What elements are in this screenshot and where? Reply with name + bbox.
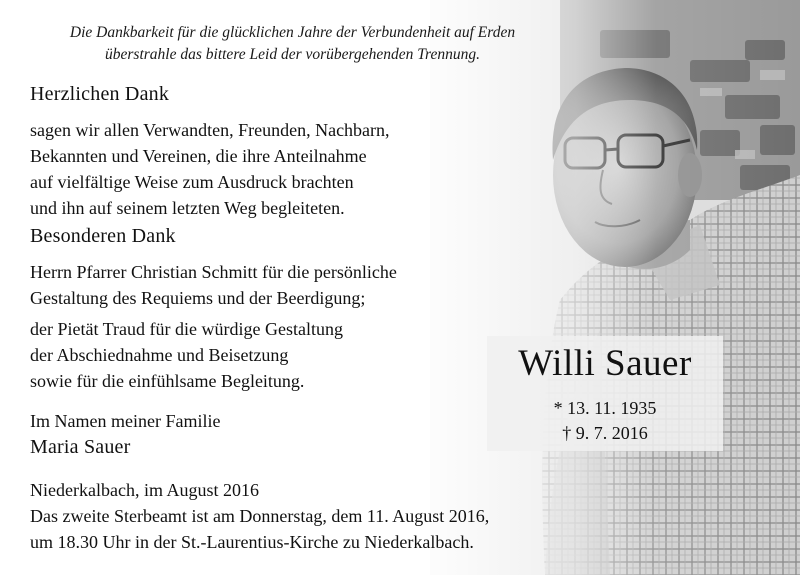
special-thanks-line: Gestaltung des Requiems und der Beerdigung; bbox=[30, 288, 366, 308]
special-thanks-line: der Pietät Traud für die würdige Gestaltung bbox=[30, 319, 343, 339]
deceased-name: Willi Sauer bbox=[518, 343, 692, 384]
special-thanks-line: Herrn Pfarrer Christian Schmitt für die persönliche bbox=[30, 262, 397, 282]
signature-name: Maria Sauer bbox=[30, 436, 131, 458]
footer bbox=[30, 477, 489, 555]
special-thanks-para-1 bbox=[30, 259, 397, 311]
special-thanks-para-2 bbox=[30, 316, 343, 394]
footer-line-2: um 18.30 Uhr in der St.-Laurentius-Kirche zu Niederkalbach. bbox=[30, 532, 474, 552]
thanks-body bbox=[30, 117, 390, 221]
footer-place-date: Niederkalbach, im August 2016 bbox=[30, 480, 259, 500]
special-thanks-line: sowie für die einfühlsame Begleitung. bbox=[30, 371, 305, 391]
birth-date: * 13. 11. 1935 bbox=[553, 398, 657, 418]
special-thanks-line: der Abschiednahme und Beisetzung bbox=[30, 345, 289, 365]
epigraph bbox=[0, 22, 585, 66]
epigraph-line-1: Die Dankbarkeit für die glücklichen Jahre der Verbundenheit auf Erden bbox=[69, 24, 516, 41]
thanks-line: auf vielfältige Weise zum Ausdruck brachten bbox=[30, 172, 354, 192]
thanks-line: und ihn auf seinem letzten Weg begleiteten. bbox=[30, 198, 345, 218]
special-thanks-heading: Besonderen Dank bbox=[30, 225, 176, 247]
thanks-heading: Herzlichen Dank bbox=[30, 83, 170, 105]
signature-intro: Im Namen meiner Familie bbox=[30, 411, 221, 431]
thanks-line: sagen wir allen Verwandten, Freunden, Nachbarn, bbox=[30, 120, 390, 140]
deceased-nameplate bbox=[487, 336, 723, 451]
thanks-line: Bekannten und Vereinen, die ihre Anteilnahme bbox=[30, 146, 367, 166]
footer-line-1: Das zweite Sterbeamt ist am Donnerstag, dem 11. August 2016, bbox=[30, 506, 490, 526]
death-date: † 9. 7. 2016 bbox=[562, 423, 648, 443]
epigraph-line-2: überstrahle das bittere Leid der vorübergehenden Trennung. bbox=[105, 46, 480, 63]
